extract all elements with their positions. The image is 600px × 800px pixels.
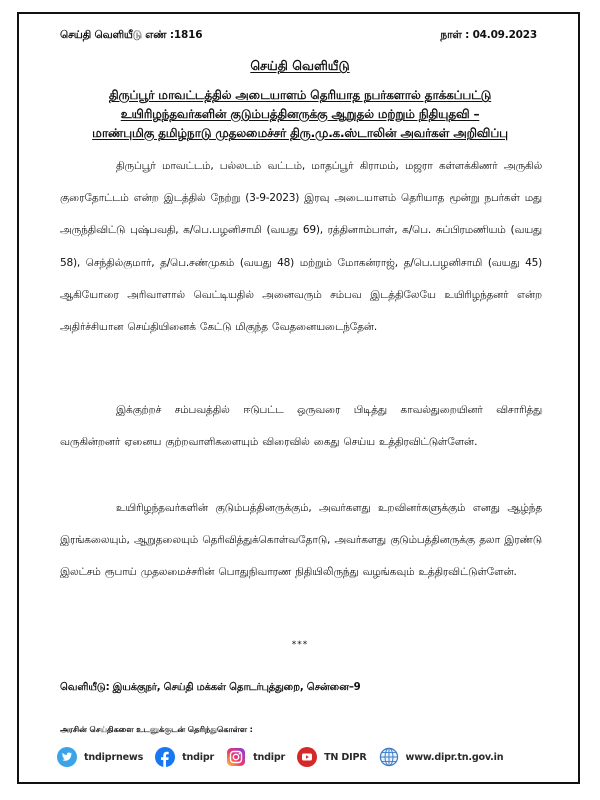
facebook-handle: tndipr bbox=[182, 751, 215, 763]
social-links bbox=[57, 746, 515, 768]
document-heading bbox=[0, 58, 600, 75]
document-heading-text: செய்தி வெளியீடு bbox=[250, 58, 350, 73]
website-url: www.dipr.tn.gov.in bbox=[405, 751, 504, 763]
release-date: நாள் : 04.09.2023 bbox=[440, 29, 537, 41]
instagram-handle: tndipr bbox=[253, 751, 286, 763]
title-line-text: திருப்பூர் மாவட்டத்தில் அடையாளம் தெரியாத நபர்களால் தாக்கப்பட்டு bbox=[108, 88, 492, 102]
release-number: செய்தி வெளியீடு எண் :1816 bbox=[60, 29, 203, 41]
follow-label: அரசின் செய்திகளை உடனுக்குடன் தெரிந்துகொள்ள : bbox=[60, 724, 253, 734]
instagram-link[interactable] bbox=[226, 747, 285, 767]
section-separator: *** bbox=[291, 640, 309, 650]
facebook-link[interactable] bbox=[155, 747, 214, 767]
instagram-icon bbox=[226, 747, 246, 767]
website-link[interactable] bbox=[379, 747, 504, 767]
title-line-text: மாண்புமிகு தமிழ்நாடு முதலமைச்சர் திரு.மு.க.ஸ்டாலின் அவர்கள் அறிவிப்பு bbox=[92, 126, 508, 140]
youtube-link[interactable] bbox=[297, 747, 366, 767]
facebook-icon bbox=[155, 747, 175, 767]
body-paragraph: உயிரிழந்தவர்களின் குடும்பத்தினருக்கும், அவர்களது உறவினர்களுக்கும் எனது ஆழ்ந்த இரங்கலையும், ஆறுதலையும் தெரிவித்துக்கொள்வதோடு, அவர்களது குடும்பத்தினருக்கு தலா இரண்டு இலட்சம் ரூபாய் முதலமைச்சரின் பொதுநிவாரண நிதியிலிருந்து வழங்கவும் உத்திரவிட்டுள்ளேன். bbox=[60, 502, 542, 579]
issued-by: வெளியீடு: இயக்குநர், செய்தி மக்கள் தொடர்புத்துறை, சென்னை–9 bbox=[60, 682, 361, 693]
body-paragraph: திருப்பூர் மாவட்டம், பல்லடம் வட்டம், மாதப்பூர் கிராமம், மஜரா கள்ளக்கிணர் அருகில் குரைதோட்டம் என்ற இடத்தில் நேற்று (3-9-2023) இரவு அடையாளம் தெரியாத மூன்று நபர்கள் மது அருந்திவிட்டு புஷ்பவதி, க/பெ.பழனிசாமி (வயது 69), ரத்தினாம்பாள், க/பெ. சுப்பிரமணியம் (வயது 58), செந்தில்குமார், த/பெ.சண்முகம் (வயது 48) மற்றும் மோகன்ராஜ், த/பெ.பழனிசாமி (வயது 45) ஆகியோரை அரிவாளால் வெட்டியதில் அனைவரும் சம்பவ இடத்திலேயே உயிரிழந்தனர் என்ற அதிர்ச்சியான செய்தியினைக் கேட்டு மிகுந்த வேதனையடைந்தேன். bbox=[60, 160, 542, 334]
title-line bbox=[40, 105, 560, 124]
title-line bbox=[40, 86, 560, 105]
twitter-handle: tndiprnews bbox=[84, 751, 144, 763]
body-paragraph: இக்குற்றச் சம்பவத்தில் ஈடுபட்ட ஒருவரை பிடித்து காவல்துறையினர் விசாரித்து வருகின்றனர் ஏனைய குற்றவாளிகளையும் விரைவில் கைது செய்ய உத்திரவிட்டுள்ளேன். bbox=[60, 404, 542, 449]
youtube-channel: TN DIPR bbox=[324, 751, 367, 763]
globe-icon bbox=[379, 747, 399, 767]
title-line bbox=[40, 124, 560, 143]
twitter-icon bbox=[57, 747, 77, 767]
title-line-text: உயிரிழந்தவர்களின் குடும்பத்தினருக்கு ஆறுதல் மற்றும் நிதியுதவி – bbox=[120, 107, 480, 121]
press-release-title bbox=[40, 86, 560, 143]
twitter-link[interactable] bbox=[57, 747, 143, 767]
youtube-icon bbox=[297, 747, 317, 767]
